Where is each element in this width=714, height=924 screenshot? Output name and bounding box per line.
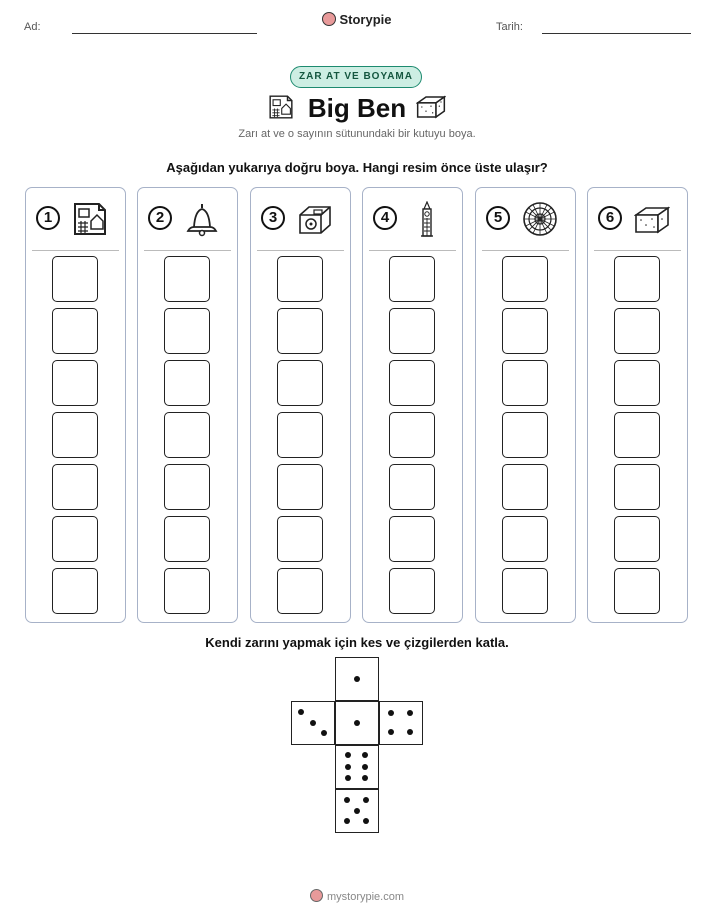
footer-url: mystorypie.com <box>326 891 405 903</box>
column-3 <box>250 187 351 623</box>
die-pip <box>363 818 369 824</box>
color-box[interactable] <box>502 464 548 510</box>
bear-icon <box>310 889 323 902</box>
column-divider <box>144 250 231 251</box>
color-box[interactable] <box>52 360 98 406</box>
color-box[interactable] <box>277 516 323 562</box>
column-divider <box>369 250 456 251</box>
column-4 <box>362 187 463 623</box>
die-pip <box>310 720 316 726</box>
die-face-1 <box>335 701 379 745</box>
color-box[interactable] <box>164 360 210 406</box>
die-pip <box>321 730 327 736</box>
color-box[interactable] <box>164 412 210 458</box>
stone-block-icon <box>416 94 446 120</box>
date-line <box>542 33 691 34</box>
die-pip <box>298 709 304 715</box>
date-label: Tarih: <box>496 21 523 33</box>
die-pip <box>363 797 369 803</box>
die-pip <box>407 710 413 716</box>
die-pip <box>362 752 368 758</box>
column-number: 2 <box>148 206 172 230</box>
die-pip <box>407 729 413 735</box>
die-pip <box>344 818 350 824</box>
column-divider <box>257 250 344 251</box>
color-box[interactable] <box>389 516 435 562</box>
die-pip <box>388 710 394 716</box>
color-box[interactable] <box>614 516 660 562</box>
color-box[interactable] <box>389 568 435 614</box>
color-box[interactable] <box>389 464 435 510</box>
brand-name: Storypie <box>339 12 392 27</box>
column-6 <box>587 187 688 623</box>
color-box[interactable] <box>52 464 98 510</box>
color-box[interactable] <box>277 464 323 510</box>
rose-window-icon <box>522 201 558 237</box>
clock-mechanism-icon <box>297 201 333 237</box>
subtitle: Zarı at ve o sayının sütunundaki bir kutuyu boya. <box>238 128 476 140</box>
color-box[interactable] <box>52 568 98 614</box>
activity-badge: ZAR AT VE BOYAMA <box>290 66 422 88</box>
column-2 <box>137 187 238 623</box>
color-box[interactable] <box>389 412 435 458</box>
color-box[interactable] <box>614 256 660 302</box>
die-face-4 <box>379 701 423 745</box>
column-divider <box>482 250 569 251</box>
color-box[interactable] <box>614 464 660 510</box>
cut-instruction: Kendi zarını yapmak için kes ve çizgilerden katla. <box>205 635 509 650</box>
color-box[interactable] <box>277 412 323 458</box>
page-title: Big Ben <box>307 93 407 123</box>
die-pip <box>388 729 394 735</box>
die-face-3 <box>291 701 335 745</box>
color-box[interactable] <box>502 516 548 562</box>
color-box[interactable] <box>389 308 435 354</box>
color-box[interactable] <box>502 360 548 406</box>
color-box[interactable] <box>502 256 548 302</box>
footer <box>0 889 714 903</box>
color-box[interactable] <box>389 256 435 302</box>
clock-tower-icon <box>409 201 445 237</box>
die-face-6 <box>335 745 379 789</box>
color-box[interactable] <box>277 256 323 302</box>
column-number: 5 <box>486 206 510 230</box>
column-5 <box>475 187 576 623</box>
color-box[interactable] <box>164 464 210 510</box>
color-box[interactable] <box>164 256 210 302</box>
column-1 <box>25 187 126 623</box>
column-number: 3 <box>261 206 285 230</box>
die-pip <box>362 764 368 770</box>
column-divider <box>32 250 119 251</box>
color-box[interactable] <box>52 308 98 354</box>
color-box[interactable] <box>502 568 548 614</box>
stone-block-icon <box>634 201 670 237</box>
die-pip <box>354 720 360 726</box>
color-box[interactable] <box>614 412 660 458</box>
die-pip <box>345 764 351 770</box>
color-box[interactable] <box>614 360 660 406</box>
name-label: Ad: <box>24 21 41 33</box>
brand-logo <box>0 12 714 27</box>
color-box[interactable] <box>164 308 210 354</box>
color-box[interactable] <box>277 360 323 406</box>
name-line <box>72 33 257 34</box>
die-pip <box>345 775 351 781</box>
color-box[interactable] <box>52 516 98 562</box>
die-pip <box>362 775 368 781</box>
instruction: Aşağıdan yukarıya doğru boya. Hangi resim önce üste ulaşır? <box>166 160 548 175</box>
color-box[interactable] <box>614 568 660 614</box>
column-number: 4 <box>373 206 397 230</box>
die-pip <box>345 752 351 758</box>
column-number: 6 <box>598 206 622 230</box>
color-box[interactable] <box>164 568 210 614</box>
die-pip <box>354 676 360 682</box>
column-number: 1 <box>36 206 60 230</box>
die-face-5 <box>335 789 379 833</box>
bell-icon <box>184 201 220 237</box>
color-box[interactable] <box>164 516 210 562</box>
bear-icon <box>322 12 336 26</box>
color-box[interactable] <box>52 256 98 302</box>
color-box[interactable] <box>502 412 548 458</box>
color-box[interactable] <box>277 568 323 614</box>
color-box[interactable] <box>52 412 98 458</box>
color-box[interactable] <box>502 308 548 354</box>
column-divider <box>594 250 681 251</box>
color-box[interactable] <box>277 308 323 354</box>
color-box[interactable] <box>389 360 435 406</box>
die-pip <box>344 797 350 803</box>
die-pip <box>354 808 360 814</box>
die-face-1 <box>335 657 379 701</box>
floor-plan-icon <box>72 201 108 237</box>
color-box[interactable] <box>614 308 660 354</box>
